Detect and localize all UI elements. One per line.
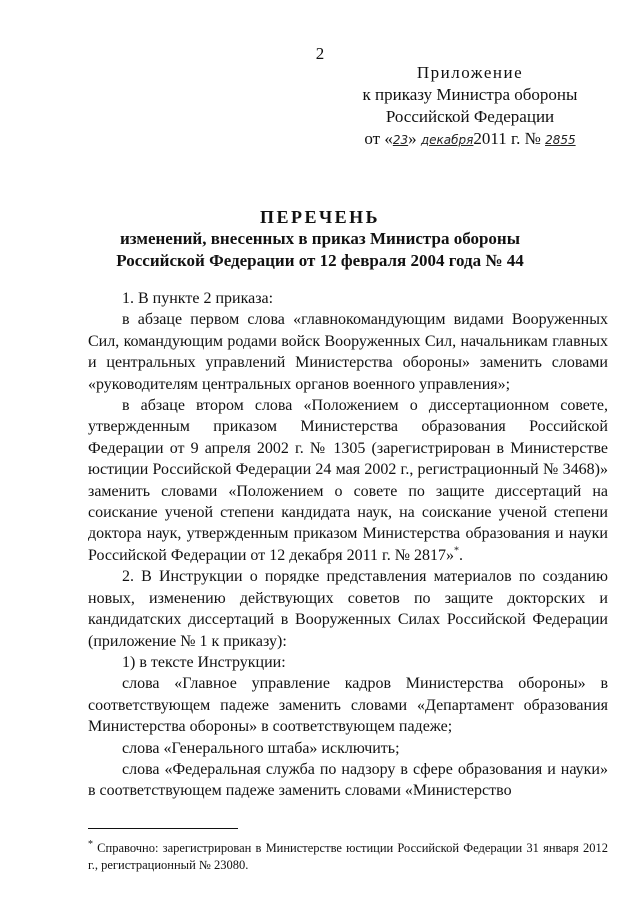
title-line-1: ПЕРЕЧЕНЬ xyxy=(259,207,381,227)
appendix-header xyxy=(330,62,610,151)
appendix-date-line xyxy=(330,128,610,151)
paragraph-4: 2. В Инструкции о порядке представления материалов по созданию новых, изменению действующих советов по защите докторских и кандидатских диссертаций в Вооруженных Силах Российской Федерации (приложение № 1 к приказу): xyxy=(88,568,608,650)
appendix-line-federation: Российской Федерации xyxy=(385,107,555,126)
appendix-title: Приложение xyxy=(416,63,524,82)
footnote xyxy=(88,840,608,874)
paragraph-8: слова «Федеральная служба по надзору в сфере образования и науки» в соответствующем падеже заменить словами «Министерство xyxy=(88,760,608,800)
paragraph-3-text: в абзаце втором слова «Положением о диссертационном совете, утвержденным приказом Министерства образования Российской Федерации от 9 апреля 2002 г. № 1305 (зарегистрирован в Министерстве юстиции Российской Федерации 24 мая 2002 г., регистрационный № 3468)» заменить словами «Положением о совете по защите диссертаций на соискание ученой степени кандидата наук, на соискание ученой степени доктора наук, утвержденным приказом Министерства образования и науки Российской Федерации от 12 декабря 2011 г. № 2817» xyxy=(88,397,608,564)
date-month-handwritten: декабря xyxy=(420,133,474,147)
paragraph-5: 1) в тексте Инструкции: xyxy=(122,653,286,671)
footnote-reference: * xyxy=(454,545,459,557)
order-number-handwritten: 2855 xyxy=(545,133,576,147)
date-day-handwritten: 23 xyxy=(392,133,409,147)
paragraph-6: слова «Главное управление кадров Министерства обороны» в соответствующем падеже заменить словами «Департамент образования Министерства обороны» в соответствующем падеже; xyxy=(88,675,608,736)
footnote-text: Справочно: зарегистрирован в Министерстве юстиции Российской Федерации 31 января 2012 г., регистрационный № 23080. xyxy=(88,841,608,872)
title-line-3: Российской Федерации от 12 февраля 2004 года № 44 xyxy=(116,251,524,270)
title-line-2: изменений, внесенных в приказ Министра обороны xyxy=(119,229,520,248)
appendix-line-order: к приказу Министра обороны xyxy=(362,85,578,104)
paragraph-1: 1. В пункте 2 приказа: xyxy=(122,290,274,307)
document-body xyxy=(88,288,608,802)
footnote-divider xyxy=(88,828,238,829)
paragraph-3-end: . xyxy=(459,546,463,564)
footnote-mark: * xyxy=(88,838,93,850)
paragraph-2: в абзаце первом слова «главнокомандующим видами Вооруженных Сил, командующим родами войск Вооруженных Сил, начальникам главных и центральных управлений Министерства обороны» заменить словами «руководителям центральных органов военного управления»; xyxy=(88,311,608,393)
date-year: 2011 г. № xyxy=(473,129,541,148)
date-mid: » xyxy=(408,129,417,148)
page-number: 2 xyxy=(315,44,325,63)
document-title xyxy=(0,206,640,272)
paragraph-7: слова «Генерального штаба» исключить; xyxy=(122,739,400,757)
date-prefix: от « xyxy=(364,129,393,148)
paragraph-3 xyxy=(88,395,608,566)
